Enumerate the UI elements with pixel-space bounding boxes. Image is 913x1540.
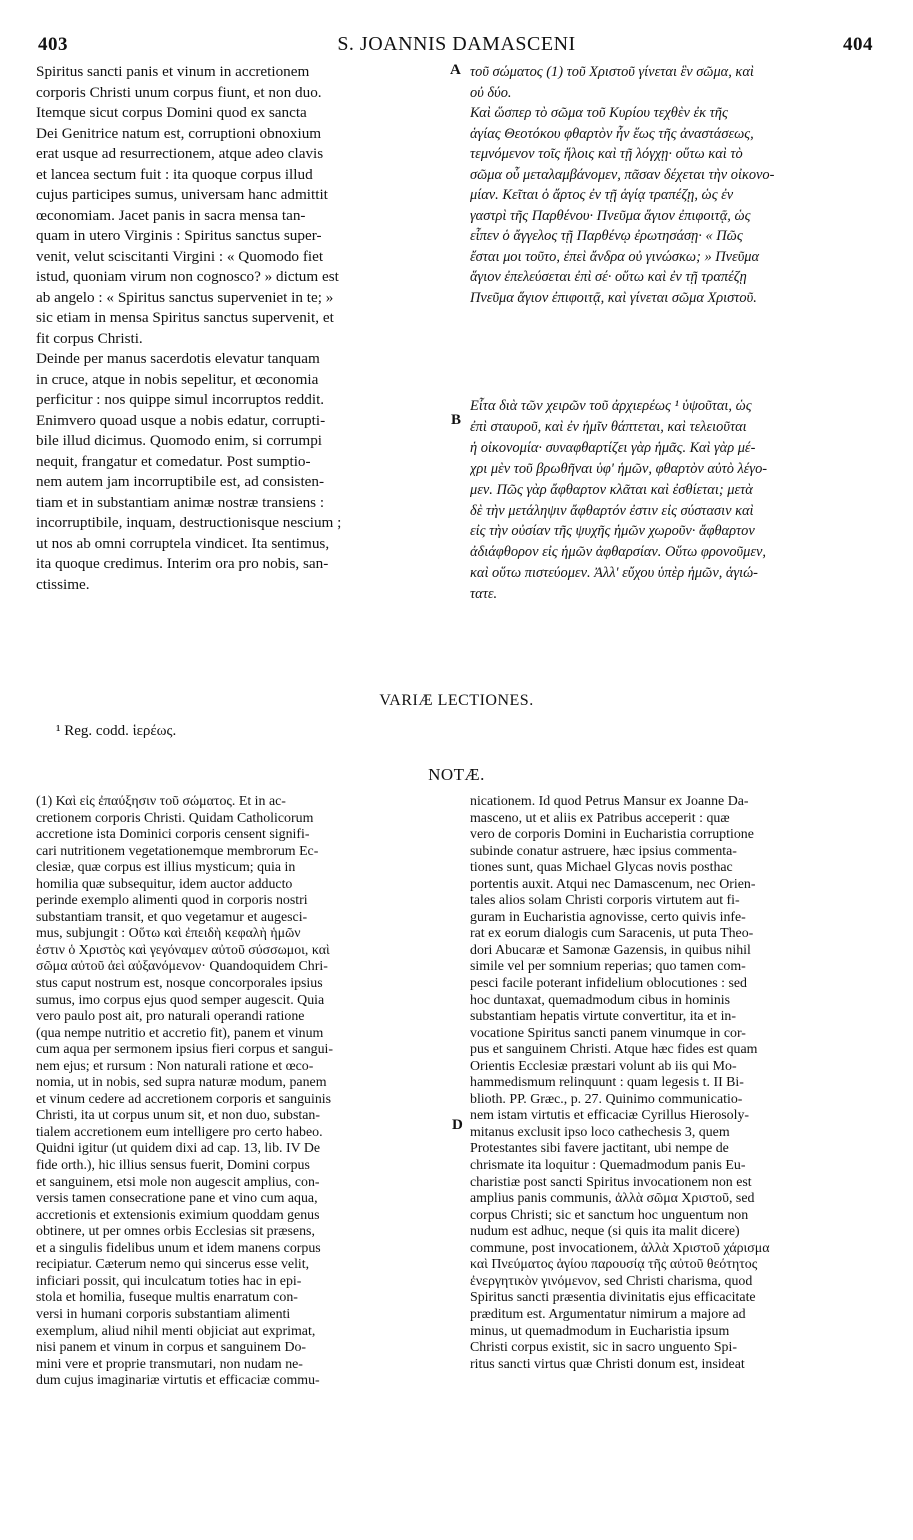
note-line: charistiæ post sancti Spiritus invocationem non est bbox=[470, 1174, 752, 1190]
latin-line: quam in utero Virginis : Spiritus sanctus super- bbox=[36, 227, 322, 244]
greek-line: σῶμα οὗ μεταλαμβάνομεν, πᾶσαν δέχεται τὴν οἰκονο- bbox=[470, 166, 775, 183]
note-line: præditum est. Argumentatur nimirum a majore ad bbox=[470, 1306, 746, 1322]
latin-line: Deinde per manus sacerdotis elevatur tanquam bbox=[36, 350, 320, 367]
greek-line: ἁγίας Θεοτόκου φθαρτὸν ἦν ἕως τῆς ἀναστάσεως, bbox=[470, 125, 754, 142]
note-line: Quidni igitur (ut quidem dixi ad cap. 13, lib. IV De bbox=[36, 1141, 321, 1157]
greek-line: τατε. bbox=[470, 586, 498, 603]
latin-line: istud, quoniam virum non cognosco? » dictum est bbox=[36, 268, 339, 285]
page-number-left: 403 bbox=[38, 34, 68, 55]
latin-line: in cruce, atque in nobis sepelitur, et œconomia bbox=[36, 370, 319, 388]
note-line: accretionis et extensionis eximium quoddam genus bbox=[36, 1207, 320, 1223]
latin-line: corporis Christi unum corpus fiunt, et non duo. bbox=[36, 83, 322, 101]
latin-line: et lancea sectum fuit : ita quoque corpus illud bbox=[36, 165, 313, 183]
note-line: stola et homilia, fuseque multis enarratum con- bbox=[36, 1290, 298, 1306]
latin-line: ut nos ab omni corruptela vindicet. Ita sentimus, bbox=[36, 534, 330, 552]
note-line: exemplum, aliud nihil menti objiciat aut exprimat, bbox=[36, 1323, 316, 1339]
note-line: blioth. PP. Græc., p. 27. Quinimo communicatio- bbox=[470, 1091, 743, 1107]
notes-left-column bbox=[36, 794, 448, 1390]
note-line: cum aqua per sermonem ipsius fieri corpus et sangui- bbox=[36, 1042, 334, 1058]
latin-line: Itemque sicut corpus Domini quod ex sancta bbox=[36, 104, 307, 121]
note-line: inficiari possit, qui inculcatum toties hac in epi- bbox=[36, 1273, 302, 1289]
greek-line: εἰς τὴν οὐσίαν τῆς ψυχῆς ἡμῶν χωροῦν· ἄφθαρτον bbox=[470, 523, 755, 540]
latin-line: fit corpus Christi. bbox=[36, 329, 143, 347]
note-line: fide orth.), hic illius sensus fuerit, Domini corpus bbox=[36, 1158, 310, 1174]
note-line: nicationem. Id quod Petrus Mansur ex Joanne Da- bbox=[470, 794, 749, 809]
note-line: chrismate ita loquitur : Quemadmodum panis Eu- bbox=[470, 1158, 746, 1174]
variae-lectiones-heading: VARIÆ LECTIONES. bbox=[379, 692, 534, 709]
note-line: vero de corporis Domini in Eucharistia corruptione bbox=[470, 827, 754, 843]
note-line: substantiam hepatis virtute convertitur, ita et in- bbox=[470, 1009, 736, 1025]
note-line: perinde exemplo alimenti quod in corporis nostri bbox=[36, 893, 308, 909]
note-line: nomia, ut in nobis, sed supra naturæ modum, panem bbox=[36, 1075, 327, 1091]
greek-line: καὶ οὕτω πιστεύομεν. Ἀλλ' εὔχου ὑπὲρ ἡμῶν, ἁγιώ- bbox=[470, 565, 758, 582]
latin-line: œconomiam. Jacet panis in sacra mensa tan- bbox=[36, 206, 306, 224]
latin-line: Spiritus sancti panis et vinum in accretionem bbox=[36, 63, 310, 80]
note-line: mus, subjungit : Οὕτω καὶ ἐπειδὴ κεφαλὴ ἡμῶν bbox=[36, 926, 301, 942]
note-line: obtinere, ut per omnes orbis Ecclesias sit præsens, bbox=[36, 1224, 315, 1240]
note-line: nem istam virtutis et efficaciæ Cyrillus Hierosoly- bbox=[470, 1108, 750, 1124]
margin-letter-d: D bbox=[452, 1117, 463, 1133]
greek-line: ἀδιάφθορον εἰς ἡμῶν ἀφθαρσίαν. Οὕτω φρονοῦμεν, bbox=[470, 544, 767, 561]
margin-letter-b: B bbox=[451, 412, 462, 428]
note-line: mini vere et proprie transmutari, non nudam ne- bbox=[36, 1356, 303, 1372]
margin-letter-a: A bbox=[450, 62, 461, 78]
note-line: stus caput nostrum est, nosque concorporales ipsius bbox=[36, 976, 323, 992]
notes-right-column bbox=[470, 794, 882, 1373]
variant-reading-note: ¹ Reg. codd. ἱερέως. bbox=[56, 723, 177, 739]
note-line: versis tamen consecratione pane et vino cum aqua, bbox=[36, 1191, 318, 1207]
note-line: tales alios solam Christi corporis virtutem aut fi- bbox=[470, 893, 740, 909]
note-line: ἐστιν ὁ Χριστὸς καὶ γεγόναμεν αὐτοῦ σύσσωμοι, καὶ bbox=[36, 942, 330, 958]
note-line: σῶμα αὐτοῦ ἀεὶ αὐξανόμενον· Quandoquidem Chri- bbox=[36, 959, 328, 975]
latin-line: cujus participes sumus, universam hanc admittit bbox=[36, 186, 328, 203]
note-line: Protestantes sibi favere jactitant, ubi nempe de bbox=[470, 1141, 729, 1157]
note-line: clesiæ, quæ corpus est illius mysticum; quia in bbox=[36, 860, 296, 876]
note-line: vocatione Spiritus sancti panem vinumque in cor- bbox=[470, 1025, 746, 1041]
latin-main-column bbox=[36, 62, 446, 595]
latin-line: ita quoque credimus. Interim ora pro nobis, san- bbox=[36, 555, 329, 572]
note-line: homilia quæ subsequitur, idem auctor adducto bbox=[36, 876, 293, 892]
latin-line: incorruptibile, inquam, destructionisque nescium ; bbox=[36, 514, 342, 531]
note-line: Spiritus sancti præsentia divinitatis ejus efficacitate bbox=[470, 1290, 756, 1306]
greek-line: ἡ οἰκονομία· συναφθαρτίζει γὰρ ἡμᾶς. Καὶ γὰρ μέ- bbox=[470, 439, 756, 456]
greek-line: οὐ δύο. bbox=[470, 84, 512, 101]
note-line: καὶ Πνεύματος ἁγίου παρουσίᾳ τῆς αὐτοῦ θεότητος bbox=[470, 1257, 758, 1273]
note-line: vero paulo post ait, pro naturali operandi ratione bbox=[36, 1009, 305, 1025]
greek-line: Καὶ ὥσπερ τὸ σῶμα τοῦ Κυρίου τεχθὲν ἐκ τῆς bbox=[470, 105, 728, 121]
note-line: cari nutritionem vegetationemque membrorum Ec- bbox=[36, 843, 319, 859]
note-line: et a singulis fidelibus unum et idem manens corpus bbox=[36, 1240, 321, 1256]
note-line: simile vel per somnium reperias; quo tamen com- bbox=[470, 959, 746, 975]
note-line: tiones sunt, quas Michael Glycas novis posthac bbox=[470, 860, 733, 876]
note-line: (qua nempe nutritio et accretio fit), panem et vinum bbox=[36, 1025, 324, 1041]
greek-line: Πνεῦμα ἅγιον ἐπιφοιτᾷ, καὶ γίνεται σῶμα Χριστοῦ. bbox=[470, 289, 757, 306]
running-head-title: S. JOANNIS DAMASCENI bbox=[337, 33, 576, 55]
greek-mid-column bbox=[470, 396, 880, 605]
latin-line: ab angelo : « Spiritus sanctus superveniet in te; » bbox=[36, 288, 334, 306]
note-line: pesci facile poterant infidelium oblocutiones : sed bbox=[470, 976, 747, 992]
note-line: masceno, ut et aliis ex Patribus acceperit : quæ bbox=[470, 810, 730, 826]
note-line: (1) Καὶ εἰς ἐπαύξησιν τοῦ σώματος. Et in ac- bbox=[36, 794, 286, 809]
page-number-right: 404 bbox=[843, 34, 873, 55]
note-line: ἐνεργητικὸν γινόμενον, sed Christi charisma, quod bbox=[470, 1273, 753, 1289]
note-line: et sanguinem, etsi mole non augescit amplius, con- bbox=[36, 1174, 320, 1190]
greek-line: μεν. Πῶς γὰρ ἄφθαρτον κλᾶται καὶ ἐσθίεται; μετὰ bbox=[470, 481, 753, 498]
note-line: rat ex eorum dialogis cum Saracenis, ut puta Theo- bbox=[470, 926, 754, 942]
greek-line: γαστρὶ τῆς Παρθένου· Πνεῦμα ἅγιον ἐπιφοιτᾷ, ὡς bbox=[470, 207, 751, 224]
note-line: nudum est adhuc, neque (si quis ita malit dicere) bbox=[470, 1224, 740, 1240]
note-line: amplius panis communis, ἀλλὰ σῶμα Χριστοῦ, sed bbox=[470, 1191, 755, 1207]
greek-line: τεμνόμενον τοῖς ἥλοις καὶ τῇ λόγχῃ· οὕτω καὶ τὸ bbox=[470, 146, 743, 162]
note-line: subinde conatur astruere, hæc ipsius commenta- bbox=[470, 843, 737, 859]
latin-line: tiam et in substantiam animæ nostræ transiens : bbox=[36, 493, 325, 511]
note-line: substantiam transit, et quo vegetamur et augesci- bbox=[36, 909, 308, 925]
note-line: mitanus exclusit ipso loco cathechesis 3, quem bbox=[470, 1124, 730, 1140]
latin-line: perficitur : nos quippe simul incorruptos reddit. bbox=[36, 391, 325, 408]
note-line: guram in Eucharistia agnovisse, certo quivis infe- bbox=[470, 909, 746, 925]
latin-line: Dei Genitrice natum est, corruptioni obnoxium bbox=[36, 124, 322, 142]
greek-line: ἔσται μοι τοῦτο, ἐπεὶ ἄνδρα οὐ γινώσκω; » Πνεῦμα bbox=[470, 248, 760, 265]
note-line: Orientis Ecclesiæ præstari volunt ab iis qui Mo- bbox=[470, 1058, 737, 1074]
latin-line: erat usque ad resurrectionem, atque adeo clavis bbox=[36, 145, 324, 162]
latin-line: nem autem jam incorruptibile est, ad consisten- bbox=[36, 473, 325, 490]
note-line: Christi, ita ut corpus unum sit, et non duo, substan- bbox=[36, 1108, 320, 1124]
note-line: et vinum cedere ad accretionem corporis et sanguinis bbox=[36, 1091, 332, 1107]
note-line: nem ejus; et rursum : Non naturali ratione et œco- bbox=[36, 1058, 314, 1074]
note-line: recipiatur. Cæterum nemo qui sincerus esse velit, bbox=[36, 1257, 310, 1273]
note-line: accretione ista Dominici corporis censent signifi- bbox=[36, 827, 310, 843]
greek-top-column bbox=[470, 62, 880, 308]
latin-line: Enimvero quoad usque a nobis edatur, corrupti- bbox=[36, 411, 326, 429]
note-line: dum cujus imaginariæ virtutis et efficaciæ commu- bbox=[36, 1373, 320, 1389]
greek-line: εἶπεν ὁ ἄγγελος τῇ Παρθένῳ ἐρωτησάσῃ· « Πῶς bbox=[470, 228, 743, 244]
note-line: pus et sanguinem Christi. Atque hæc fides est quam bbox=[470, 1042, 758, 1058]
greek-line: τοῦ σώματος (1) τοῦ Χριστοῦ γίνεται ἓν σῶμα, καὶ bbox=[470, 64, 754, 80]
note-line: cretionem corporis Christi. Quidam Catholicorum bbox=[36, 810, 314, 826]
latin-line: bile illud dicimus. Quomodo enim, si corrumpi bbox=[36, 432, 323, 449]
greek-line: δὲ τὴν μετάληψιν ἄφθαρτόν ἐστιν εἰς σύστασιν καὶ bbox=[470, 502, 754, 519]
greek-line: χρι μὲν τοῦ βρωθῆναι ὑφ' ἡμῶν, φθαρτὸν αὐτὸ λέγο- bbox=[470, 460, 768, 477]
note-line: nisi panem et vinum in corpus et sanguinem Do- bbox=[36, 1340, 307, 1356]
note-line: dori Abucaræ et Samonæ Gazensis, in quibus nihil bbox=[470, 942, 751, 958]
note-line: corpus Christi; sic et sanctum hoc unguentum non bbox=[470, 1207, 749, 1223]
note-line: commune, post invocationem, ἀλλὰ Χριστοῦ χάρισμα bbox=[470, 1240, 770, 1256]
latin-line: nequit, frangatur et comedatur. Post sumptio- bbox=[36, 452, 311, 470]
note-line: sumus, imo corpus ejus quod semper augescit. Quia bbox=[36, 992, 325, 1008]
greek-line: ἐπὶ σταυροῦ, καὶ ἐν ἡμῖν θάπτεται, καὶ τελειοῦται bbox=[470, 418, 747, 435]
note-line: portentis auxit. Atqui nec Damascenum, nec Orien- bbox=[470, 876, 756, 892]
note-line: Christi corpus existit, sic in sacro unguento Spi- bbox=[470, 1340, 737, 1356]
greek-line: ἅγιον ἐπελεύσεται ἐπὶ σέ· οὕτω καὶ ἐν τῇ τραπέζῃ bbox=[470, 269, 747, 285]
note-line: minus, ut quemadmodum in Eucharistia ipsum bbox=[470, 1323, 730, 1339]
latin-line: sic etiam in mensa Spiritus sanctus supervenit, et bbox=[36, 309, 334, 326]
latin-line: ctissime. bbox=[36, 575, 90, 593]
greek-line: Εἶτα διὰ τῶν χειρῶν τοῦ ἀρχιερέως ¹ ὑψοῦται, ὡς bbox=[470, 398, 752, 414]
note-line: hammedismum relinquunt : quam legesis t. II Bi- bbox=[470, 1075, 744, 1091]
latin-line: venit, velut sciscitanti Virgini : « Quomodo fiet bbox=[36, 247, 324, 265]
note-line: versi in humani corporis substantiam alimenti bbox=[36, 1306, 291, 1322]
note-line: hoc duntaxat, quemadmodum cibus in hominis bbox=[470, 992, 731, 1008]
note-line: ritus sancti virtus quæ Christi donum est, insideat bbox=[470, 1356, 745, 1372]
note-line: tialem accretionem eum intelligere pro certo habeo. bbox=[36, 1124, 323, 1140]
greek-line: μίαν. Κεῖται ὁ ἄρτος ἐν τῇ ἁγίᾳ τραπέζῃ, ὡς ἐν bbox=[470, 187, 734, 203]
notae-heading: NOTÆ. bbox=[428, 765, 485, 784]
